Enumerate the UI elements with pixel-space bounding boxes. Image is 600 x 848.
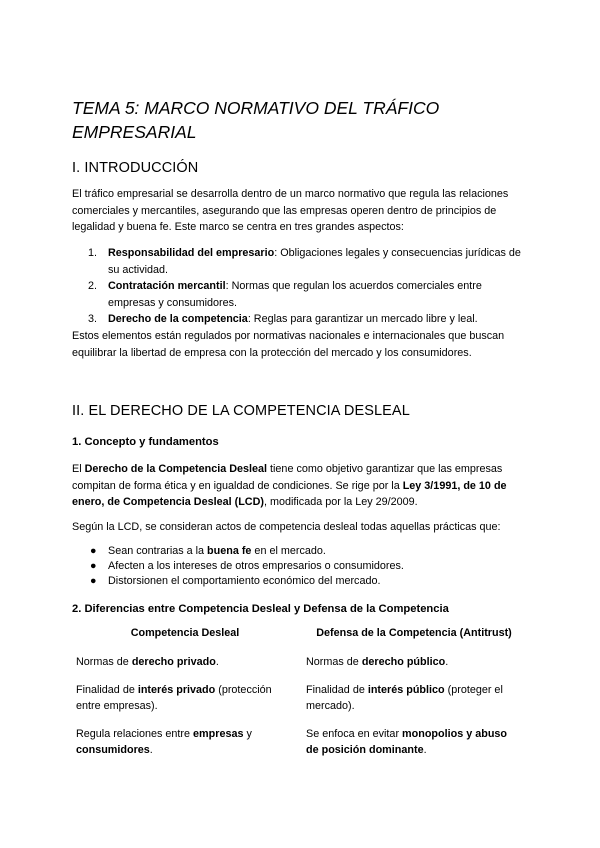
text-run: Regula relaciones entre: [76, 728, 194, 740]
list-item: [88, 245, 528, 278]
unfair-acts-list: [88, 544, 528, 589]
bullet-icon: ●: [90, 560, 97, 572]
text-run-bold: Derecho de la Competencia Desleal: [84, 463, 268, 475]
list-item-text: : Obligaciones legales y consecuencias jurídicas de su actividad.: [108, 247, 521, 276]
text-run-bold: interés público: [367, 684, 445, 696]
list-item: [88, 544, 528, 559]
aspects-list: [88, 245, 528, 328]
list-number: 3.: [88, 313, 98, 325]
text-run-bold: empresas: [193, 728, 244, 740]
text-run-bold: derecho privado: [131, 656, 216, 668]
text-run: , modificada por la Ley 29/2009.: [264, 496, 418, 508]
text-run: Distorsionen el comportamiento económico del mercado.: [108, 575, 381, 587]
column-header: Defensa de la Competencia (Antitrust): [316, 627, 512, 639]
table-cell: [300, 676, 528, 720]
text-run: Normas de: [306, 656, 362, 668]
text-run: Normas de: [76, 656, 132, 668]
text-run: Finalidad de: [76, 684, 138, 696]
text-run-bold: derecho público: [361, 656, 446, 668]
document-title: TEMA 5: MARCO NORMATIVO DEL TRÁFICO EMPRESARIAL: [72, 98, 440, 142]
text-run: tiene como objetivo garantizar que las empresas compitan de forma ética y en igualdad de condiciones. Se rige por la: [72, 463, 503, 492]
list-item-term: Derecho de la competencia: [108, 313, 248, 325]
text-run-bold: buena fe: [207, 545, 252, 557]
subsection-heading-diferencias: 2. Diferencias entre Competencia Desleal y Defensa de la Competencia: [72, 603, 449, 615]
text-run: .: [149, 744, 153, 756]
concept-paragraph: [72, 461, 532, 511]
table-header-row: [72, 622, 528, 648]
table-cell: [72, 720, 300, 764]
text-run: (proteger el mercado).: [306, 684, 503, 712]
list-item: [88, 278, 528, 311]
text-run: Afecten a los intereses de otros empresarios o consumidores.: [108, 560, 404, 572]
list-item-term: Contratación mercantil: [108, 280, 226, 292]
text-run: .: [215, 656, 219, 668]
table-cell: [300, 720, 528, 764]
list-item-term: Responsabilidad del empresario: [108, 247, 275, 259]
list-item: [88, 311, 528, 328]
text-run-bold: interés privado: [137, 684, 216, 696]
text-run-bold: consumidores: [76, 744, 150, 756]
text-run: (protección entre empresas).: [76, 684, 272, 712]
bullet-icon: ●: [90, 575, 97, 587]
text-run-bold: monopolios y abuso de posición dominante: [306, 728, 508, 756]
text-run: Se enfoca en evitar: [306, 728, 403, 740]
list-item: [88, 559, 528, 574]
text-run: .: [423, 744, 427, 756]
text-run: en el mercado.: [251, 545, 326, 557]
table-row: [72, 720, 528, 764]
comparison-table: [72, 622, 528, 764]
list-item-text: : Reglas para garantizar un mercado libre y leal.: [247, 313, 478, 325]
table-row: [72, 676, 528, 720]
subsection-heading-concepto: 1. Concepto y fundamentos: [72, 436, 219, 448]
closing-paragraph: Estos elementos están regulados por normativas nacionales e internacionales que buscan equilibrar la libertad de empresa con la protección del mercado y los consumidores.: [72, 330, 505, 359]
section-heading-competencia-desleal: II. EL DERECHO DE LA COMPETENCIA DESLEAL: [72, 403, 410, 419]
text-run: .: [445, 656, 449, 668]
list-item-text: : Normas que regulan los acuerdos comerciales entre empresas y consumidores.: [108, 280, 482, 309]
list-number: 2.: [88, 280, 98, 292]
column-header: Competencia Desleal: [130, 627, 240, 639]
text-run: Sean contrarias a la: [108, 545, 208, 557]
list-number: 1.: [88, 247, 98, 259]
text-run: El: [72, 463, 85, 475]
list-item: [88, 574, 528, 589]
intro-paragraph: El tráfico empresarial se desarrolla dentro de un marco normativo que regula las relaciones comerciales y mercantiles, asegurando que las empresas operen dentro de principios de legalidad y buena fe. Este marco se centra en tres grandes aspectos:: [72, 188, 509, 233]
text-run: y: [243, 728, 252, 740]
text-run: Finalidad de: [306, 684, 368, 696]
table-cell: [72, 648, 300, 676]
table-cell: [300, 648, 528, 676]
table-cell: [72, 676, 300, 720]
bullet-icon: ●: [90, 545, 97, 557]
table-row: [72, 648, 528, 676]
lcd-paragraph: Según la LCD, se consideran actos de competencia desleal todas aquellas prácticas que:: [72, 521, 501, 533]
text-run-bold: Ley 3/1991, de 10 de enero, de Competencia Desleal (LCD): [72, 479, 507, 508]
section-heading-introduccion: I. INTRODUCCIÓN: [72, 160, 199, 176]
